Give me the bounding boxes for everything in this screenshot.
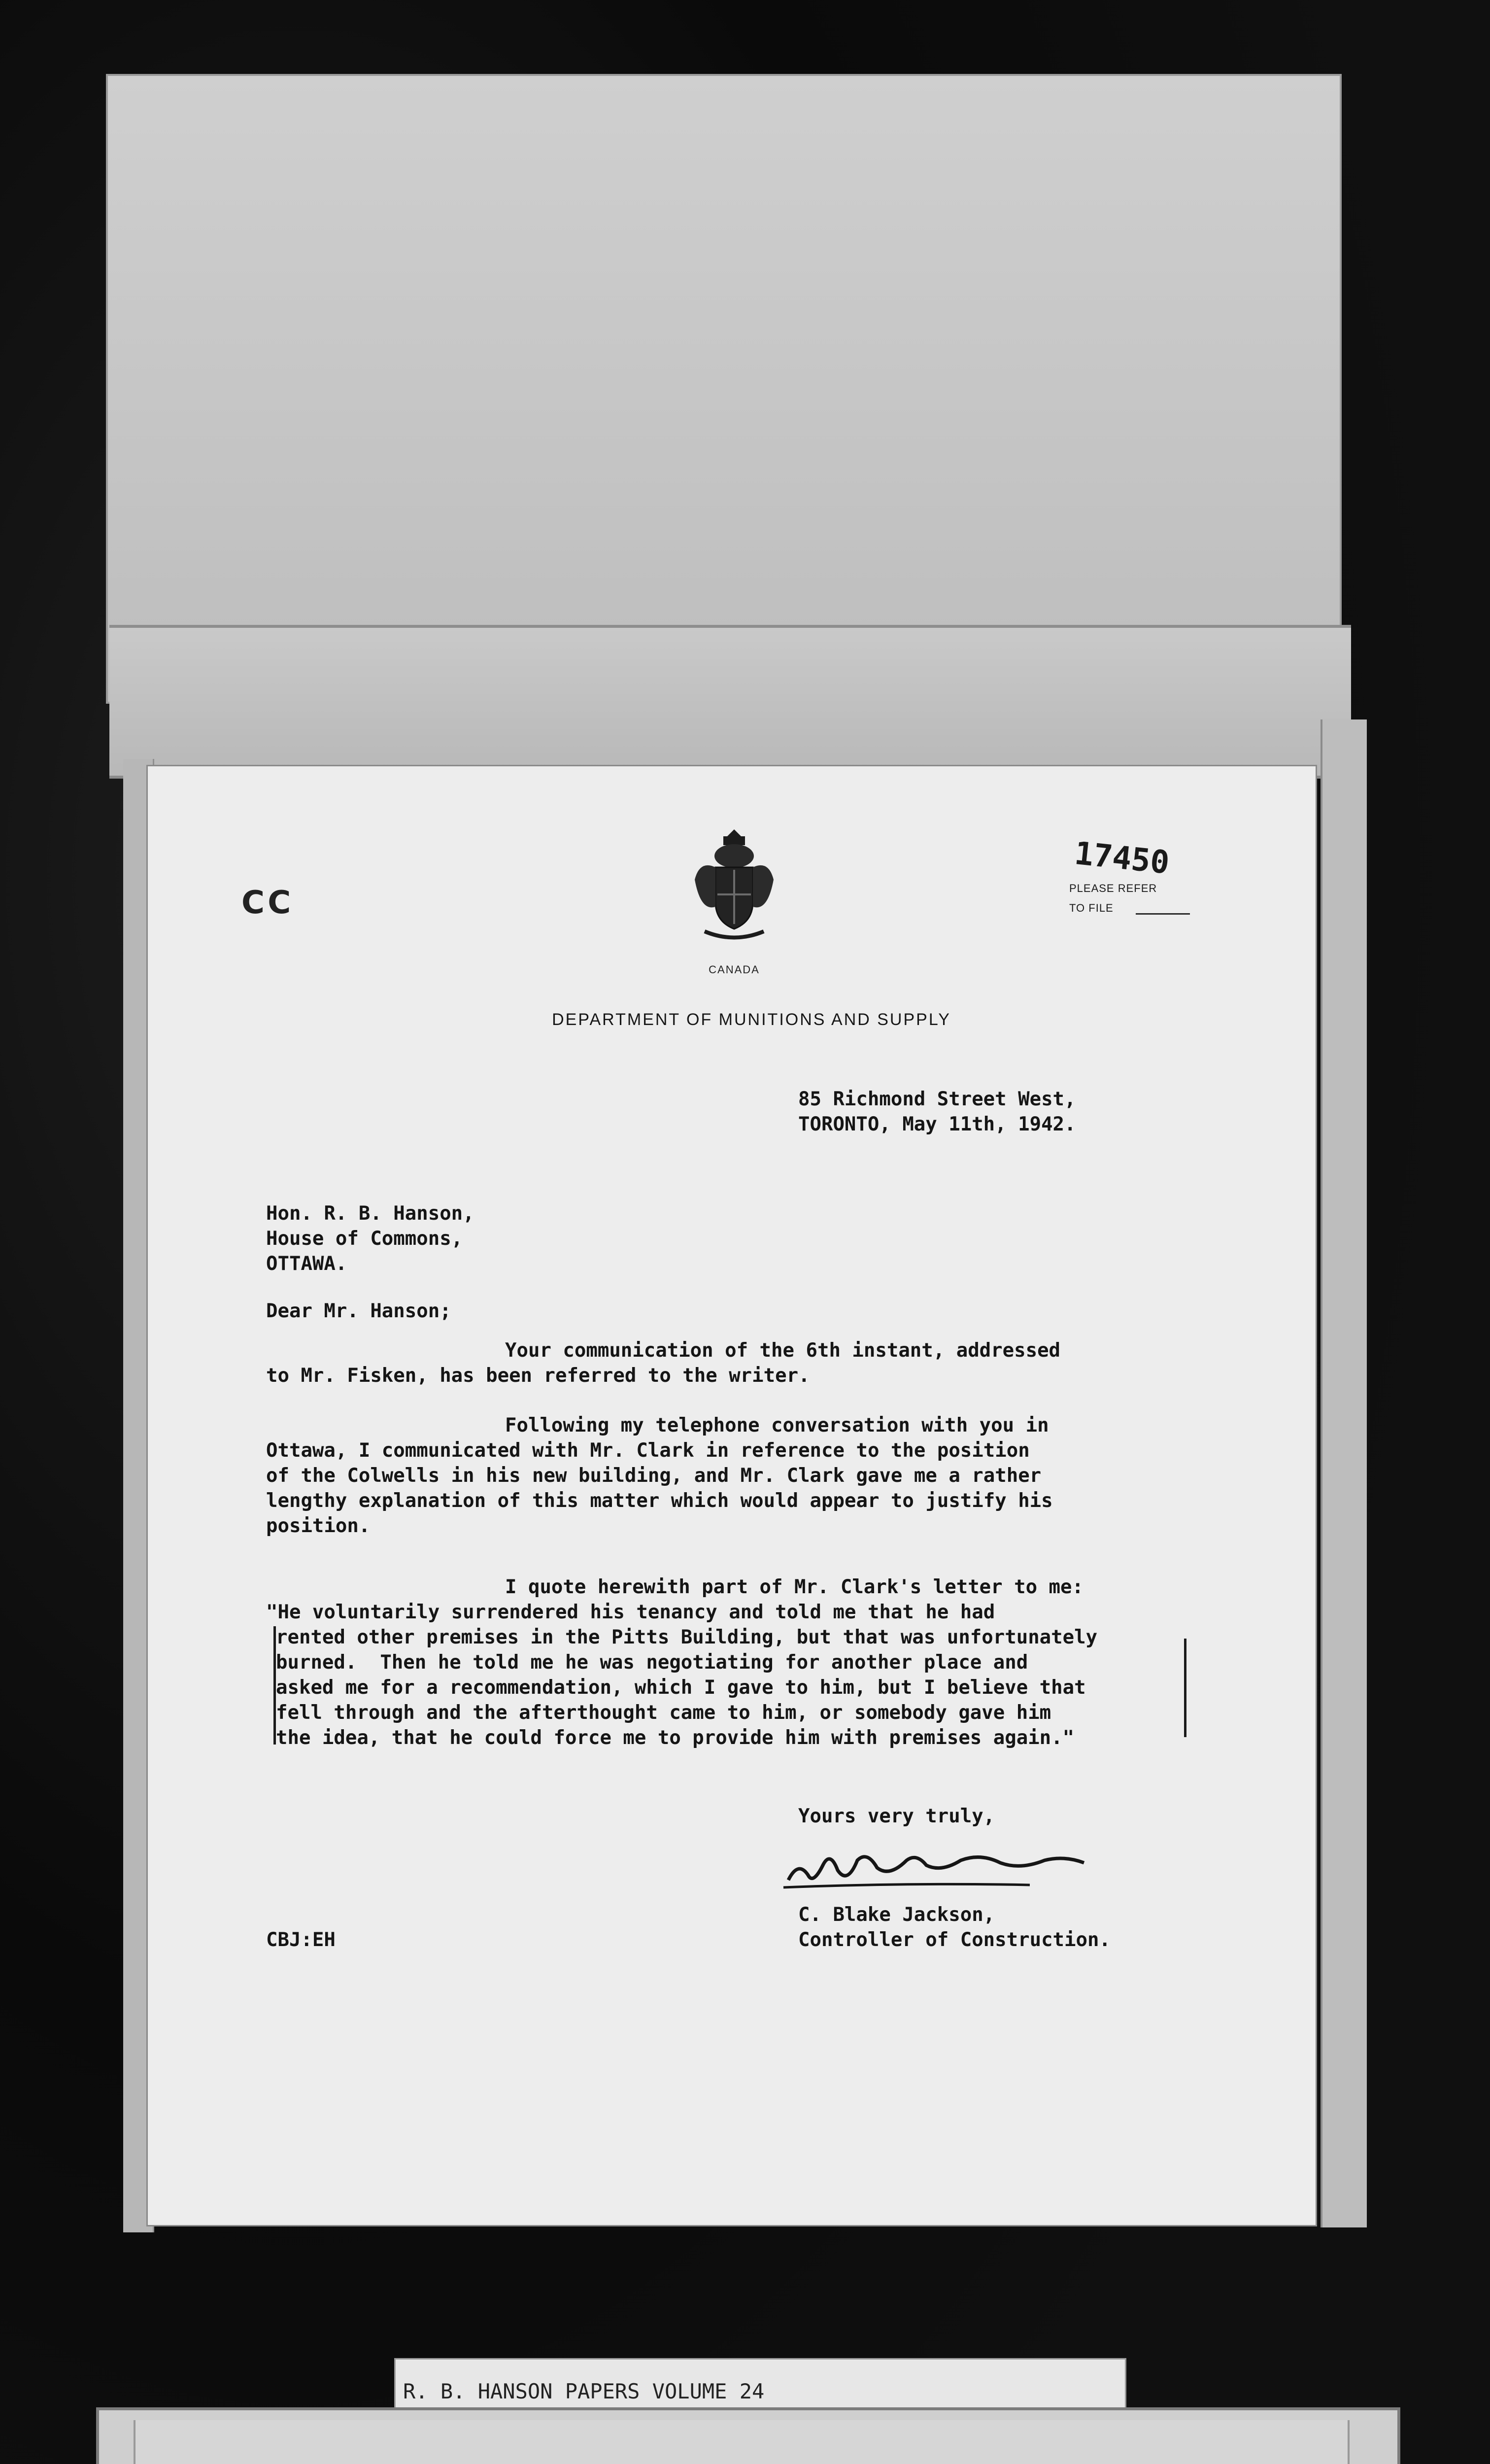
body-line: Following my telephone conversation with you in xyxy=(505,1414,1049,1437)
volume-label-strip xyxy=(394,2358,1126,2415)
folder-cover xyxy=(106,74,1342,704)
signature-icon xyxy=(779,1850,1173,1895)
folder-fold xyxy=(109,625,1351,779)
recipient-line: Hon. R. B. Hanson, xyxy=(266,1202,474,1225)
body-line: lengthy explanation of this matter which would appear to justify his xyxy=(266,1490,1053,1512)
volume-label: R. B. HANSON PAPERS VOLUME 24 xyxy=(403,2379,765,2403)
to-file-label: TO FILE xyxy=(1069,902,1114,914)
recipient-line: House of Commons, xyxy=(266,1228,463,1250)
signatory-name: C. Blake Jackson, xyxy=(798,1904,995,1926)
quote-line: "He voluntarily surrendered his tenancy and told me that he had xyxy=(266,1601,995,1623)
body-line: position. xyxy=(266,1515,371,1537)
signatory-title: Controller of Construction. xyxy=(798,1929,1111,1951)
body-line: to Mr. Fisken, has been referred to the writer. xyxy=(266,1365,810,1387)
quote-line: burned. Then he told me he was negotiating for another place and xyxy=(276,1651,1028,1674)
body-line: I quote herewith part of Mr. Clark's letter to me: xyxy=(505,1576,1084,1598)
coat-of-arms-icon xyxy=(685,825,783,944)
recipient-line: OTTAWA. xyxy=(266,1253,347,1275)
quote-line: asked me for a recommendation, which I gave to him, but I believe that xyxy=(276,1677,1086,1699)
to-file-line xyxy=(1136,913,1190,915)
valediction: Yours very truly, xyxy=(798,1805,995,1827)
letter-page xyxy=(148,766,1316,2225)
margin-bracket-right xyxy=(1175,1639,1186,1737)
file-reference-number: 17450 xyxy=(1073,835,1171,882)
please-refer-label: PLEASE REFER xyxy=(1069,882,1157,894)
quote-line: fell through and the afterthought came to him, or somebody gave him xyxy=(276,1702,1051,1724)
body-line: of the Colwells in his new building, and Mr. Clark gave me a rather xyxy=(266,1465,1042,1487)
quote-line: rented other premises in the Pitts Building, but that was unfortunately xyxy=(276,1626,1098,1648)
sender-street: 85 Richmond Street West, xyxy=(798,1088,1076,1110)
body-line: Your communication of the 6th instant, addressed xyxy=(505,1339,1061,1362)
body-line: Ottawa, I communicated with Mr. Clark in reference to the position xyxy=(266,1439,1030,1462)
quote-line: the idea, that he could force me to provide him with premises again." xyxy=(276,1727,1075,1749)
punch-holes: C C xyxy=(241,885,287,921)
archives-card-inner xyxy=(134,2420,1350,2464)
salutation: Dear Mr. Hanson; xyxy=(266,1300,451,1322)
crest-label: CANADA xyxy=(709,963,760,976)
department-heading: DEPARTMENT OF MUNITIONS AND SUPPLY xyxy=(552,1010,951,1029)
archives-card xyxy=(96,2407,1400,2464)
sender-city-date: TORONTO, May 11th, 1942. xyxy=(798,1113,1076,1135)
reference-initials: CBJ:EH xyxy=(266,1929,336,1951)
folder-edge-right xyxy=(1321,719,1367,2227)
